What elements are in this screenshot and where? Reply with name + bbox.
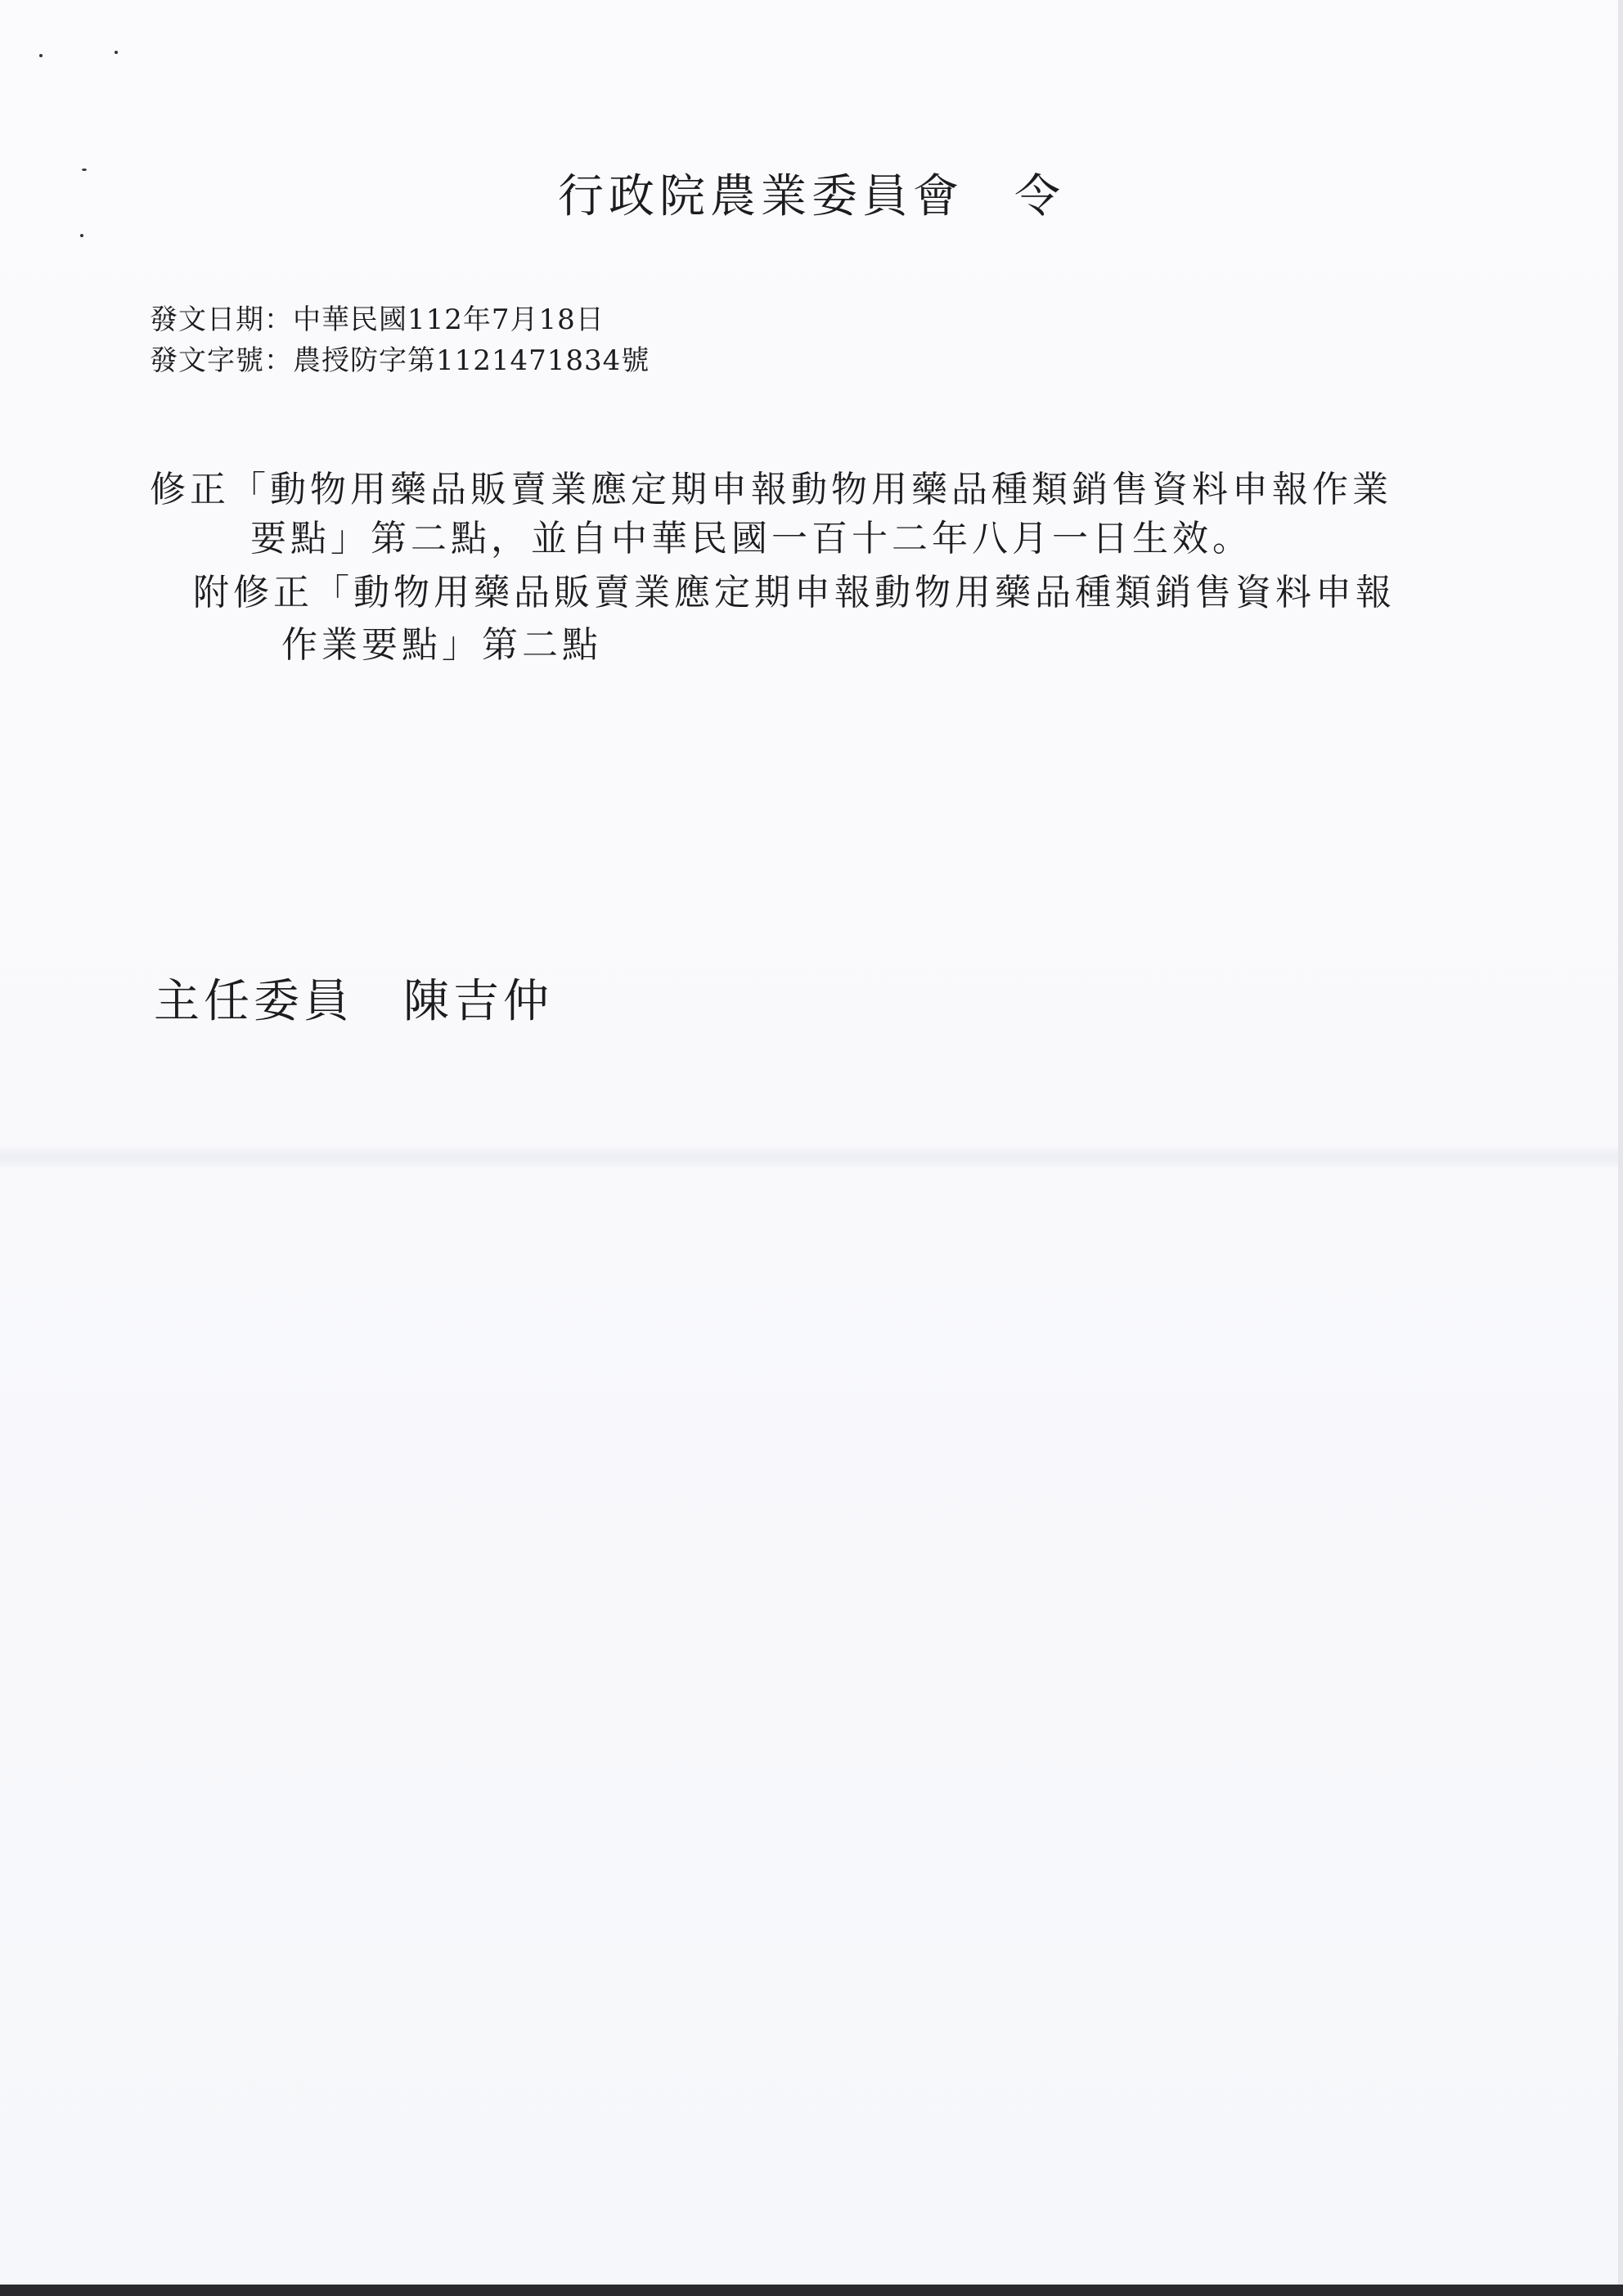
scan-speck — [39, 54, 43, 57]
signature: 主任委員 陳吉仲 — [154, 975, 553, 1028]
issue-number: 發文字號：農授防字第1121471834號 — [150, 344, 650, 377]
issue-date: 發文日期：中華民國112年7月18日 — [150, 303, 605, 336]
body-line: 附修正「動物用藥品販賣業應定期申報動物用藥品種類銷售資料申報 — [193, 572, 1396, 613]
document-title: 行政院農業委員會 令 — [558, 170, 1065, 223]
body-line: 修正「動物用藥品販賣業應定期申報動物用藥品種類銷售資料申報作業 — [150, 469, 1392, 510]
scan-edge — [0, 2285, 1623, 2296]
paper-edge — [1618, 0, 1623, 2296]
body-line: 要點」第二點，並自中華民國一百十二年八月一日生效。 — [250, 518, 1252, 559]
scan-speck — [115, 51, 118, 54]
body-line: 作業要點」第二點 — [281, 624, 602, 666]
scan-speck — [80, 234, 83, 237]
paper-fold — [0, 1145, 1623, 1170]
